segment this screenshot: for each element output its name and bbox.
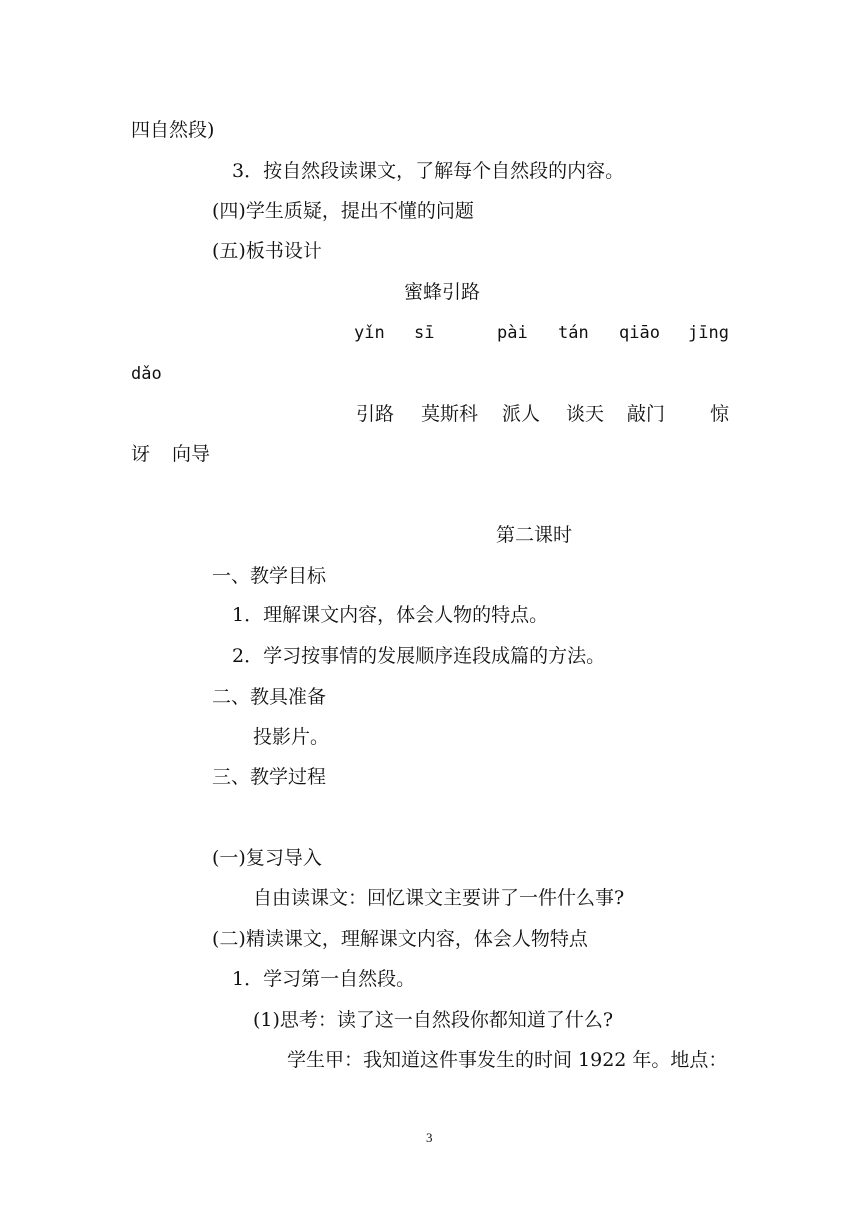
- section-heading: (一)复习导入: [212, 847, 322, 869]
- pinyin: qiāo: [619, 323, 660, 343]
- text-line: 四自然段): [131, 119, 215, 141]
- text-line: 投影片。: [253, 726, 330, 748]
- vocab-word: 向导: [172, 443, 211, 465]
- text-line: 1．理解课文内容，体会人物的特点。: [232, 604, 549, 626]
- pinyin: tán: [558, 323, 589, 343]
- vocab-word: 敲门: [627, 403, 666, 425]
- section-heading: 二、教具准备: [212, 686, 327, 708]
- text-line: 自由读课文：回忆课文主要讲了一件什么事?: [253, 887, 625, 909]
- board-title: 蜜蜂引路: [404, 281, 481, 303]
- section-heading: 三、教学过程: [212, 766, 327, 788]
- section-heading: (四)学生质疑，提出不懂的问题: [212, 200, 474, 222]
- vocab-word: 谈天: [566, 403, 605, 425]
- vocab-word: 惊: [710, 403, 730, 425]
- lesson-title: 第二课时: [496, 524, 573, 546]
- pinyin: jīng: [688, 323, 729, 343]
- vocab-word: 莫斯科: [421, 403, 479, 425]
- text-line: 1．学习第一自然段。: [232, 968, 416, 990]
- vocab-word: 讶: [131, 443, 151, 465]
- text-line: 2．学习按事情的发展顺序连段成篇的方法。: [232, 645, 606, 667]
- text-line: (1)思考：读了这一自然段你都知道了什么?: [253, 1009, 614, 1031]
- pinyin: sī: [414, 323, 435, 343]
- section-heading: (二)精读课文，理解课文内容，体会人物特点: [212, 928, 588, 950]
- page-number: 3: [426, 1130, 433, 1145]
- pinyin: pài: [497, 323, 528, 343]
- pinyin: yǐn: [354, 323, 385, 343]
- section-heading: 一、教学目标: [212, 565, 327, 587]
- text-line: 学生甲：我知道这件事发生的时间 1922 年。地点：: [287, 1049, 728, 1071]
- vocab-word: 派人: [502, 403, 541, 425]
- section-heading: (五)板书设计: [212, 240, 322, 262]
- pinyin: dǎo: [131, 364, 162, 384]
- text-line: 3．按自然段读课文，了解每个自然段的内容。: [232, 160, 625, 182]
- vocab-word: 引路: [356, 403, 395, 425]
